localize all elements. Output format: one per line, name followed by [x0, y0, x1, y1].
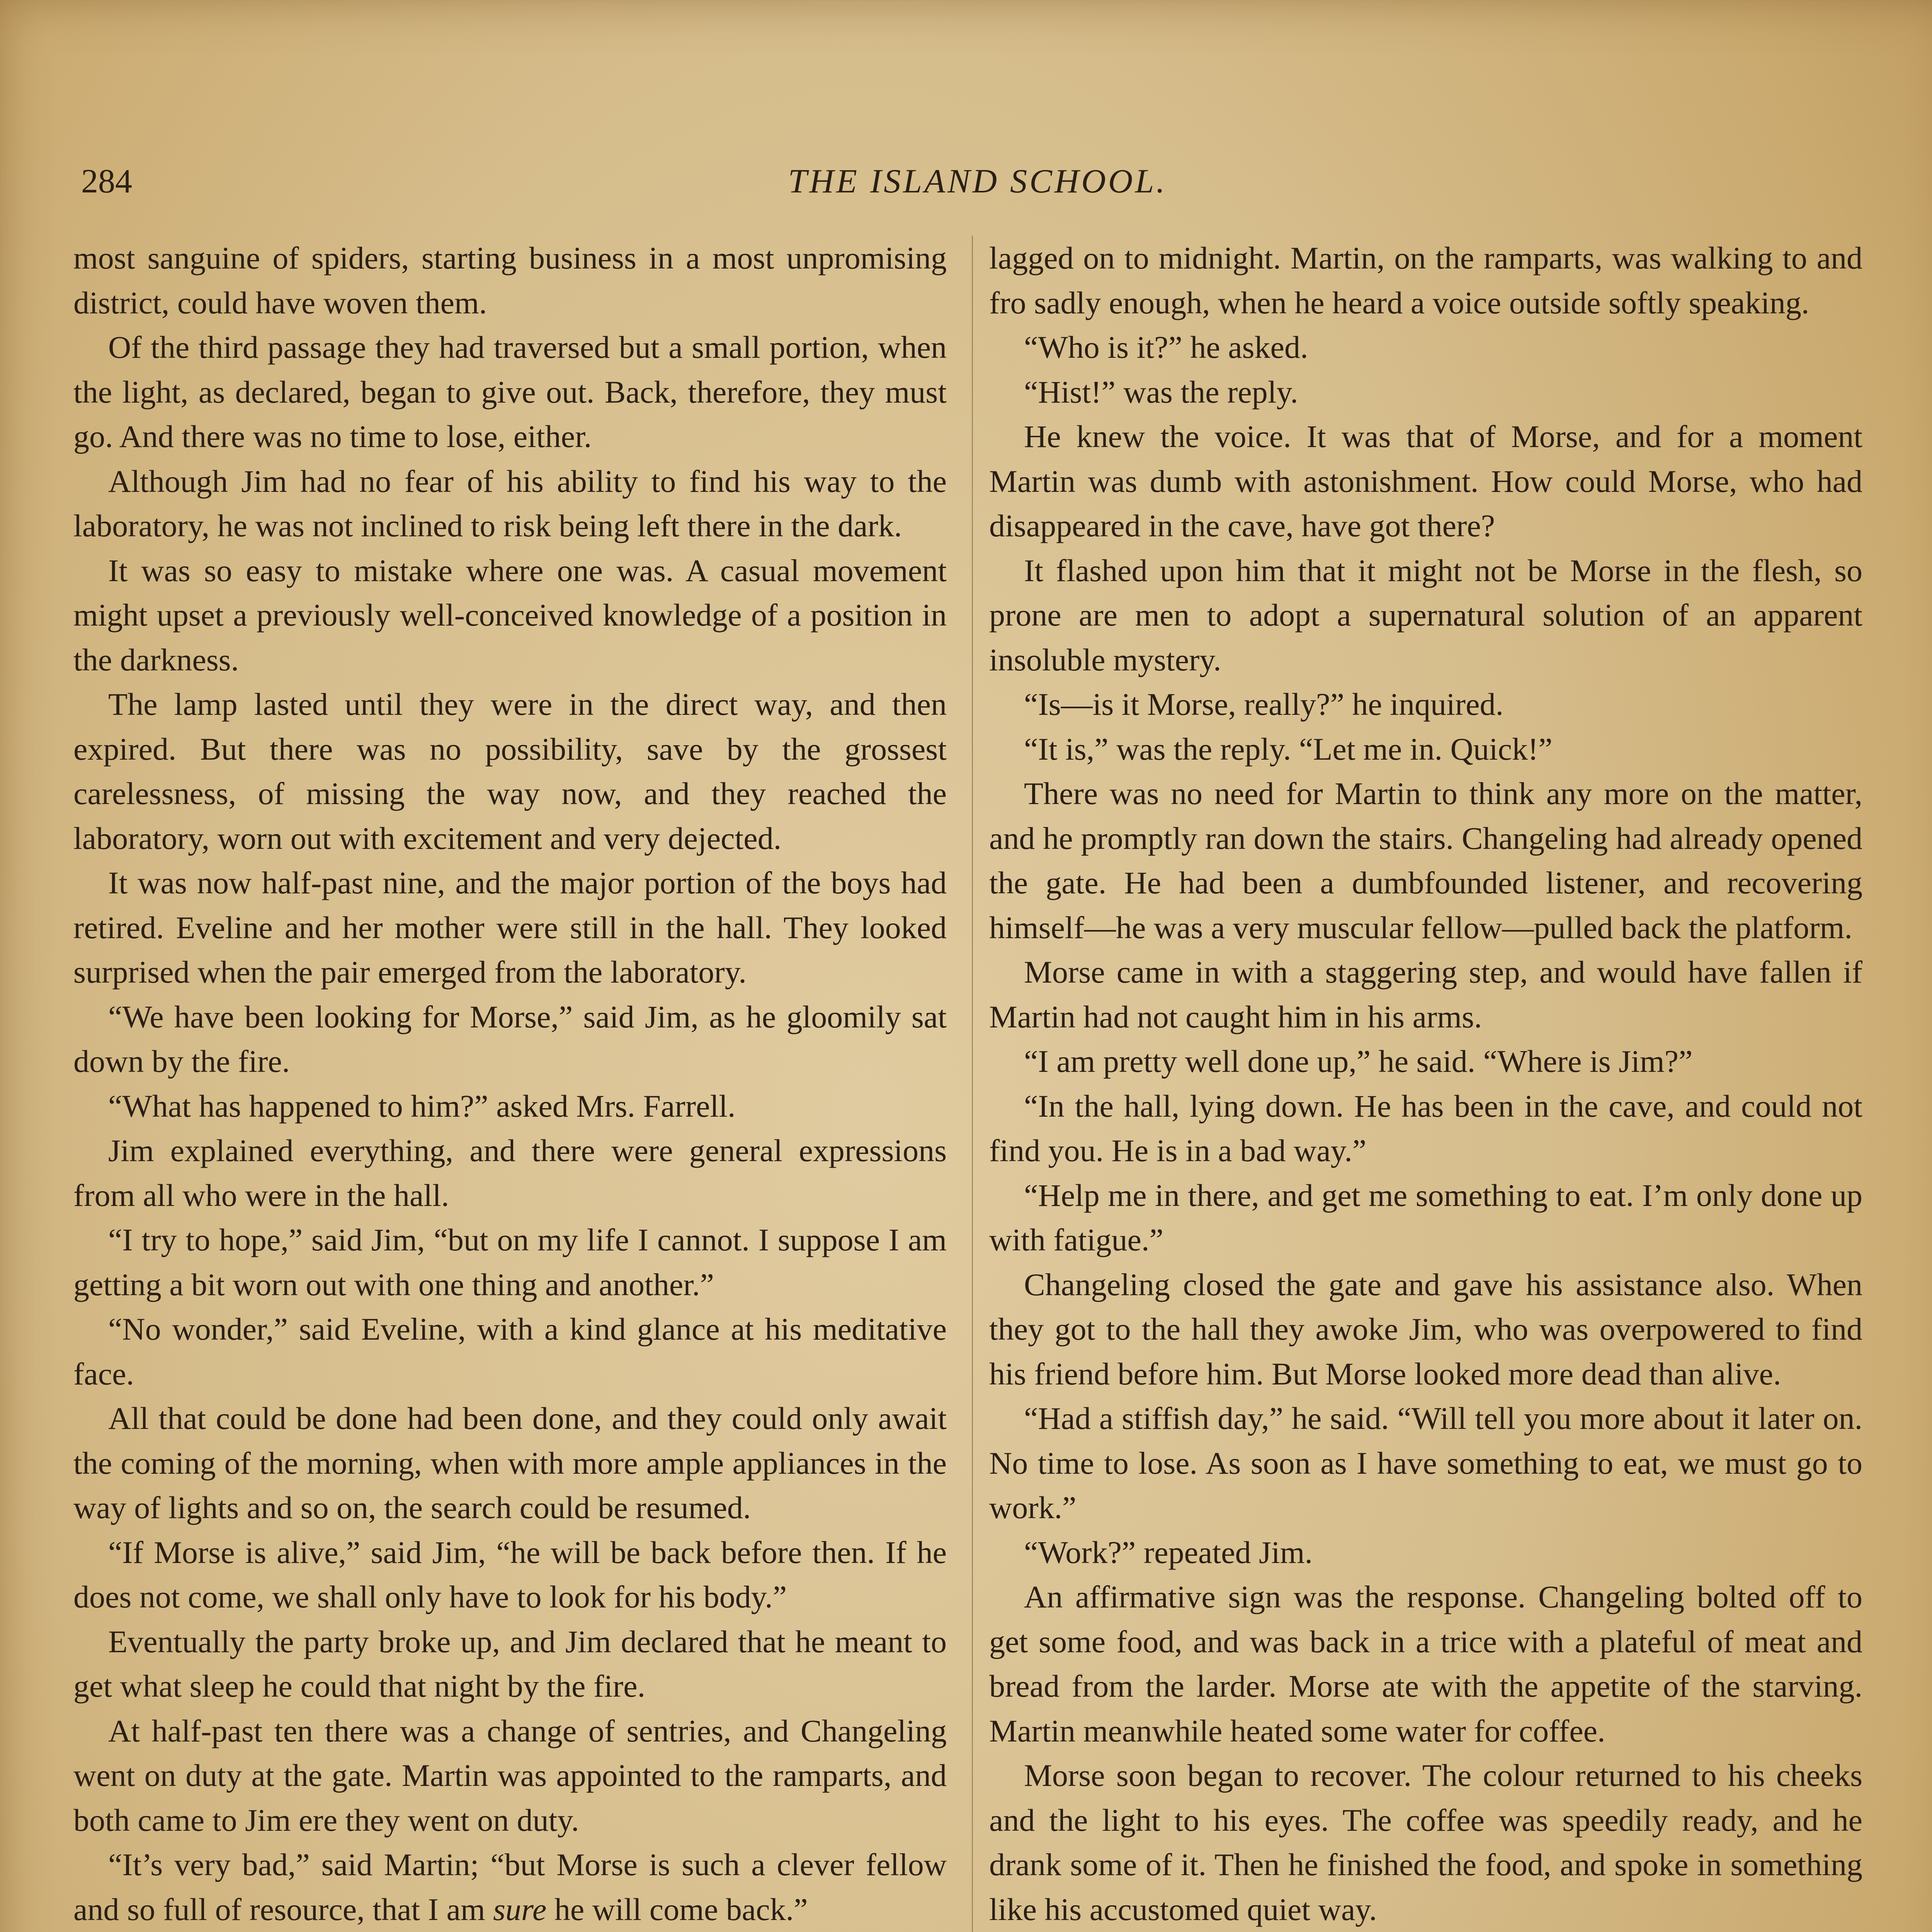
martin-text-before: “It’s very bad,” said Martin; “but Morse is such a clever fellow and so full of resource, that I am: [73, 1847, 947, 1927]
paragraph: “We have been looking for Morse,” said Jim, as he gloomily sat down by the fire.: [73, 999, 947, 1079]
paragraph: It was now half-past nine, and the major portion of the boys had retired. Eveline and her mother were still in the hall. They looked surprised when the pair emerged from the laboratory.: [73, 865, 947, 990]
paragraph: Changeling closed the gate and gave his assistance also. When they got to the hall they awoke Jim, who was overpowered to find his friend before him. But Morse looked more dead than alive.: [989, 1267, 1862, 1391]
right-column: [989, 236, 1862, 1932]
paragraph: An affirmative sign was the response. Changeling bolted off to get some food, and was back in a trice with a plateful of meat and bread from the larder. Morse ate with the appetite of the starving. Martin meanwhile heated some water for coffee.: [989, 1579, 1862, 1748]
martin-text-emphasis: sure: [493, 1891, 547, 1927]
martin-text-after: he will come back.”: [546, 1891, 808, 1927]
page-header: [81, 155, 1874, 209]
paragraph: “Who is it?” he asked.: [1024, 330, 1308, 365]
running-head: THE ISLAND SCHOOL.: [788, 163, 1167, 200]
paragraph: Although Jim had no fear of his ability to find his way to the laboratory, he was not inclined to risk being left there in the dark.: [73, 463, 947, 543]
paragraph: Of the third passage they had traversed but a small portion, when the light, as declared, began to give out. Back, therefore, they must go. And there was no time to lose, either.: [73, 330, 947, 454]
paragraph: Eventually the party broke up, and Jim declared that he meant to get what sleep he could that night by the fire.: [73, 1624, 947, 1704]
paragraph: It flashed upon him that it might not be Morse in the flesh, so prone are men to adopt a supernatural solution of an apparent insoluble mystery.: [989, 553, 1862, 677]
paragraph: lagged on to midnight. Martin, on the ramparts, was walking to and fro sadly enough, when he heard a voice outside softly speaking.: [989, 240, 1862, 320]
paragraph: “It is,” was the reply. “Let me in. Quick!”: [1024, 731, 1553, 767]
paragraph: Morse came in with a staggering step, and would have fallen if Martin had not caught him in his arms.: [989, 954, 1862, 1034]
paragraph: “Hist!” was the reply.: [1024, 374, 1298, 410]
column-divider: [972, 236, 973, 1932]
paragraph: “Had a stiffish day,” he said. “Will tell you more about it later on. No time to lose. As soon as I have something to eat, we must go to work.”: [989, 1401, 1862, 1525]
paragraph: The lamp lasted until they were in the direct way, and then expired. But there was no possibility, save by the grossest carelessness, of missing the way now, and they reached the laboratory, worn out with excitement and very dejected.: [73, 687, 947, 856]
paragraph: There was no need for Martin to think any more on the matter, and he promptly ran down the stairs. Changeling had already opened the gate. He had been a dumbfounded listener, and recovering himself—he was a very muscular fellow—pulled back the platform.: [989, 776, 1862, 945]
paragraph: “What has happened to him?” asked Mrs. Farrell.: [108, 1088, 736, 1124]
paragraph: “I try to hope,” said Jim, “but on my life I cannot. I suppose I am getting a bit worn out with one thing and another.”: [73, 1222, 947, 1302]
paragraph: Jim explained everything, and there were general expressions from all who were in the hall.: [73, 1133, 947, 1213]
paragraph: “In the hall, lying down. He has been in the cave, and could not find you. He is in a bad way.”: [989, 1088, 1862, 1168]
paragraph: It was so easy to mistake where one was. A casual movement might upset a previously well-conceived knowledge of a position in the darkness.: [73, 553, 947, 677]
paragraph: At half-past ten there was a change of sentries, and Changeling went on duty at the gate. Martin was appointed to the ramparts, and both came to Jim ere they went on duty.: [73, 1713, 947, 1838]
paragraph: most sanguine of spiders, starting business in a most unpromising district, could have woven them.: [73, 240, 947, 320]
left-column: [73, 236, 947, 1932]
paragraph: “Help me in there, and get me something to eat. I’m only done up with fatigue.”: [989, 1177, 1862, 1257]
paragraph: Morse soon began to recover. The colour returned to his cheeks and the light to his eyes. The coffee was speedily ready, and he drank some of it. Then he finished the food, and spoke in something like his accustomed quiet way.: [989, 1758, 1862, 1927]
paragraph: All that could be done had been done, and they could only await the coming of the morning, when with more ample appliances in the way of lights and so on, the search could be resumed.: [73, 1401, 947, 1525]
paragraph: He knew the voice. It was that of Morse, and for a moment Martin was dumb with astonishment. How could Morse, who had disappeared in the cave, have got there?: [989, 419, 1862, 543]
paragraph-martin: [73, 1842, 947, 1932]
paragraph: “I am pretty well done up,” he said. “Where is Jim?”: [1024, 1044, 1693, 1079]
paragraph: “No wonder,” said Eveline, with a kind glance at his meditative face.: [73, 1311, 947, 1391]
paragraph: “If Morse is alive,” said Jim, “he will be back before then. If he does not come, we shall only have to look for his body.”: [73, 1534, 947, 1614]
page-number: 284: [81, 163, 132, 200]
paragraph: “Is—is it Morse, really?” he inquired.: [1024, 687, 1504, 722]
paragraph: “Work?” repeated Jim.: [1024, 1534, 1313, 1570]
